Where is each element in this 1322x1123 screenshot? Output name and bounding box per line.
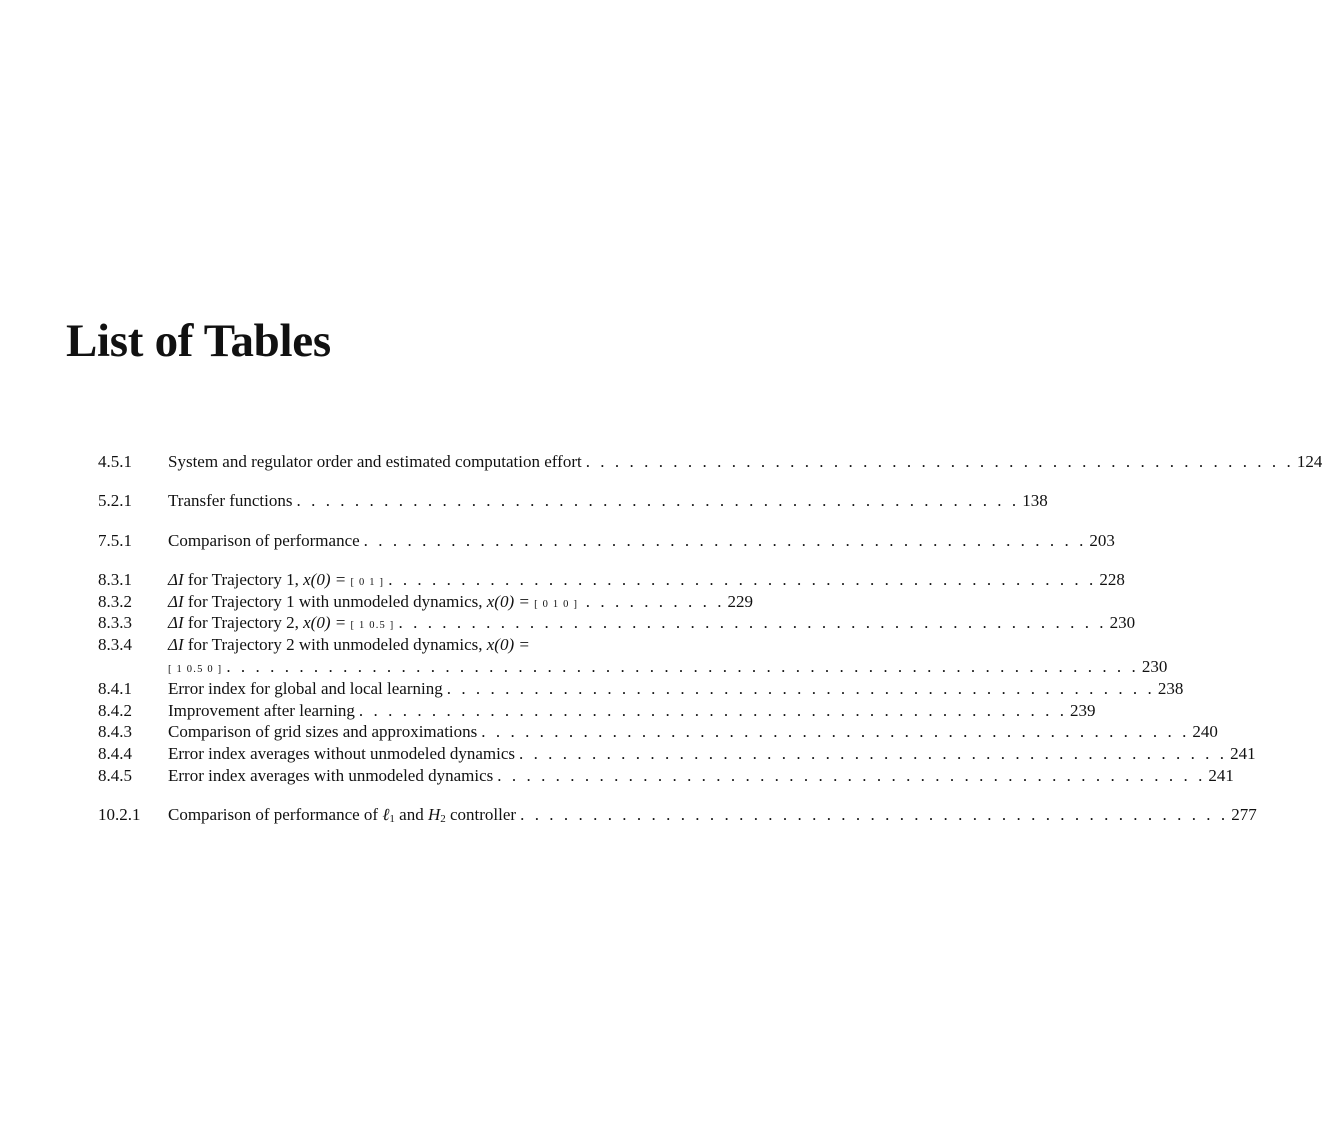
entry-page-number: 228 [1099,569,1125,589]
entry-title: System and regulator order and estimated computation effort [168,452,582,471]
entry-title: Transfer functions [168,491,293,511]
entry-number: 10.2.1 [98,805,141,825]
table-list [98,451,1322,844]
delta-i-symbol: ΔI [168,613,184,633]
entry-number: 8.3.4 [98,635,132,655]
dot-leader: . . . . . . . . . . . . . . . . . . . . . . . . . . . . . . . . . . . . . . . . . . . . . . . . . [481,722,1190,742]
entry-page-number: 238 [1157,678,1184,698]
entry-number: 8.4.1 [98,678,132,698]
x0-symbol: x(0) = [486,635,530,655]
dot-leader: . . . . . . . . . . . . . . . . . . . . . . . . . . . . . . . . . . . . . . . . . . . . . . . . . . [363,530,1087,550]
initial-state-vector: [ 0 1 0 ] [534,598,579,610]
entry-title-text: for Trajectory 1 with unmodeled dynamics, [187,591,483,611]
entry-page-number: 277 [1231,805,1257,825]
entry-title-text: Comparison of performance of [168,805,379,825]
dot-leader: . . . . . . . . . . . . . . . . . . . . . . . . . . . . . . . . . . . . . . . . . . . . . . . . . . . . . . . . . . . . . . . [226,657,1139,677]
dot-leader: . . . . . . . . . . . . . . . . . . . . . . . . . . . . . . . . . . . . . . . . . . . . . . . . . [518,744,1228,764]
dot-leader: . . . . . . . . . . . . . . . . . . . . . . . . . . . . . . . . . . . . . . . . . . . . . . . . . [585,452,1294,471]
dot-leader: . . . . . . . . . . . . . . . . . . . . . . . . . . . . . . . . . . . . . . . . . . . . . . . . . [358,700,1068,720]
dot-leader: . . . . . . . . . . . . . . . . . . . . . . . . . . . . . . . . . . . . . . . . . . . . . . . . . [398,613,1107,633]
x0-symbol: x(0) = [303,569,347,589]
and-word: and [399,805,424,825]
toc-entry-8-3-4-continued[interactable] [98,656,1168,678]
toc-entry-8-3-3[interactable] [98,612,1136,634]
chapter-8-group [98,569,1256,787]
entry-number: 7.5.1 [98,530,132,550]
toc-entry-7-5-1[interactable] [98,530,1115,552]
x0-symbol: x(0) = [303,613,347,633]
entry-title: Error index for global and local learning [168,678,443,698]
entry-page-number: 241 [1230,744,1256,764]
dot-leader: . . . . . . . . . . . . . . . . . . . . . . . . . . . . . . . . . . . . . . . . . . . . . . . . . [388,569,1097,589]
entry-title: Error index averages with unmodeled dynamics [168,766,494,786]
entry-number: 8.3.1 [98,569,132,589]
h-subscript: 2 [440,813,446,826]
entry-title: Error index averages without unmodeled dynamics [168,744,515,764]
chapter-5-group [98,490,1048,512]
entry-number: 8.3.2 [98,591,132,611]
toc-entry-8-4-2[interactable] [98,700,1096,722]
toc-entry-8-4-5[interactable] [98,765,1234,787]
ell-symbol: ℓ [382,805,390,825]
toc-entry-8-4-4[interactable] [98,743,1256,765]
initial-state-vector: [ 1 0.5 0 ] [168,664,223,676]
entry-page-number: 240 [1192,722,1218,742]
entry-title [168,634,530,656]
entry-page-number: 230 [1109,613,1136,633]
dot-leader: . . . . . . . . . . [585,591,725,611]
entry-page-number: 203 [1089,530,1115,550]
entry-number: 8.3.3 [98,613,132,633]
entry-page-number: 229 [727,591,753,611]
entry-title: Comparison of grid sizes and approximations [168,722,478,742]
dot-leader: . . . . . . . . . . . . . . . . . . . . . . . . . . . . . . . . . . . . . . . . . . . . . . . . . [446,678,1155,698]
entry-title-text: for Trajectory 1, [187,569,299,589]
entry-page-number: 241 [1208,766,1234,786]
ell-subscript: 1 [389,813,395,826]
entry-page-number: 124 [1296,452,1322,471]
initial-state-vector: [ 1 0.5 ] [350,620,395,632]
page-title: List of Tables [66,315,331,367]
toc-entry-8-4-3[interactable] [98,721,1218,743]
toc-entry-8-3-1[interactable] [98,569,1125,591]
entry-number: 8.4.5 [98,766,132,786]
toc-entry-5-2-1[interactable] [98,490,1048,512]
delta-i-symbol: ΔI [168,635,184,655]
entry-title-text-end: controller [450,805,517,825]
dot-leader: . . . . . . . . . . . . . . . . . . . . . . . . . . . . . . . . . . . . . . . . . . . . . . . . . [497,766,1206,786]
entry-number: 8.4.3 [98,722,132,742]
toc-entry-4-5-1[interactable] [98,451,1322,473]
delta-i-symbol: ΔI [168,569,184,589]
x0-symbol: x(0) = [486,591,530,611]
entry-title-text: for Trajectory 2, [187,613,299,633]
dot-leader: . . . . . . . . . . . . . . . . . . . . . . . . . . . . . . . . . . . . . . . . . . . . . . . . . [520,805,1229,825]
initial-state-vector: [ 0 1 ] [350,576,385,588]
entry-number: 5.2.1 [98,491,132,511]
entry-page-number: 230 [1141,657,1168,677]
entry-title: Comparison of performance [168,530,360,550]
delta-i-symbol: ΔI [168,591,184,611]
toc-entry-10-2-1[interactable] [98,804,1257,826]
entry-number: 8.4.2 [98,700,132,720]
entry-page-number: 138 [1022,491,1048,511]
entry-title: Improvement after learning [168,700,355,720]
chapter-4-group [98,451,1322,473]
toc-entry-8-3-2[interactable] [98,591,753,613]
toc-entry-8-3-4[interactable] [98,634,753,656]
dot-leader: . . . . . . . . . . . . . . . . . . . . . . . . . . . . . . . . . . . . . . . . . . . . . . . . . . [296,491,1020,511]
h-symbol: H [427,805,441,825]
entry-number: 8.4.4 [98,744,132,764]
entry-page-number: 239 [1070,700,1096,720]
toc-entry-8-4-1[interactable] [98,678,1184,700]
chapter-7-group [98,530,1115,552]
entry-number: 4.5.1 [98,452,132,471]
entry-title-text: for Trajectory 2 with unmodeled dynamics, [187,635,483,655]
entry-title [168,804,516,826]
chapter-10-group [98,804,1257,826]
